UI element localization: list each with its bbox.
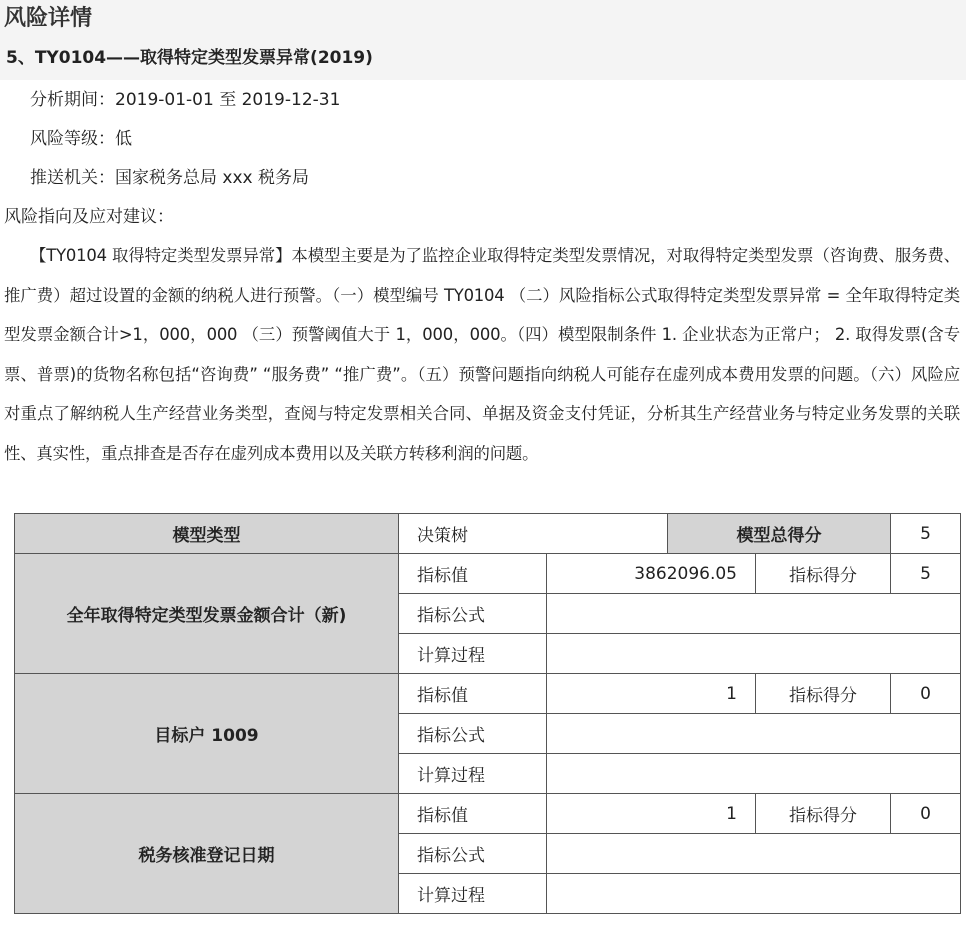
label: 分析期间： xyxy=(30,90,115,110)
analysis-period xyxy=(30,81,966,120)
risk-level xyxy=(30,120,966,159)
section-title: 风险指向及应对建议： xyxy=(4,207,174,227)
indicator-score: 0 xyxy=(891,794,961,834)
table-row xyxy=(15,514,961,554)
page-title: 风险详情 xyxy=(4,6,93,31)
indicator-name: 目标户 1009 xyxy=(15,674,399,794)
value-label: 指标值 xyxy=(399,554,547,594)
formula-cell xyxy=(547,834,961,874)
formula-cell xyxy=(547,594,961,634)
meta-info xyxy=(0,80,966,198)
model-table xyxy=(14,513,961,914)
push-authority xyxy=(30,159,966,198)
value-label: 指标值 xyxy=(399,794,547,834)
total-score: 5 xyxy=(891,514,961,554)
process-label: 计算过程 xyxy=(399,754,547,794)
indicator-value: 3862096.05 xyxy=(547,554,756,594)
indicator-name: 全年取得特定类型发票金额合计（新) xyxy=(15,554,399,674)
process-cell xyxy=(547,754,961,794)
model-type-label: 模型类型 xyxy=(15,514,399,554)
indicator-value: 1 xyxy=(547,674,756,714)
indicator-score: 5 xyxy=(891,554,961,594)
table-row xyxy=(15,794,961,834)
model-type: 决策树 xyxy=(399,514,668,554)
process-cell xyxy=(547,634,961,674)
value: 2019-01-01 至 2019-12-31 xyxy=(115,90,341,110)
value: 国家税务总局 xxx 税务局 xyxy=(115,168,309,188)
header xyxy=(0,0,966,80)
total-score-label: 模型总得分 xyxy=(668,514,891,554)
risk-title: 5、TY0104——取得特定类型发票异常(2019) xyxy=(6,48,373,68)
indicator-name: 税务核准登记日期 xyxy=(15,794,399,914)
value-label: 指标值 xyxy=(399,674,547,714)
indicator-value: 1 xyxy=(547,794,756,834)
formula-label: 指标公式 xyxy=(399,594,547,634)
formula-label: 指标公式 xyxy=(399,714,547,754)
score-label: 指标得分 xyxy=(756,554,891,594)
table-row xyxy=(15,554,961,594)
label: 推送机关： xyxy=(30,168,115,188)
formula-cell xyxy=(547,714,961,754)
table-row xyxy=(15,674,961,714)
process-cell xyxy=(547,874,961,914)
score-label: 指标得分 xyxy=(756,794,891,834)
process-label: 计算过程 xyxy=(399,634,547,674)
indicator-score: 0 xyxy=(891,674,961,714)
process-label: 计算过程 xyxy=(399,874,547,914)
risk-description: 【TY0104 取得特定类型发票异常】本模型主要是为了监控企业取得特定类型发票情况，对取得特定类型发票（咨询费、服务费、推广费）超过设置的金额的纳税人进行预警。（一）模型编号 TY0104 （二）风险指标公式取得特定类型发票异常 = 全年取得特定类型发票金额合计>1，000，000 （三）预警阈值大于 1，000，000。（四）模型限制条件 1. 企业状态为正常户； 2. 取得发票(含专票、普票)的货物名称包括“咨询费” “服务费” “推广费”。（五）预警问题指向纳税人可能存在虚列成本费用发票的问题。（六）风险应对重点了解纳税人生产经营业务类型，查阅与特定发票相关合同、单据及资金支付凭证，分析其生产经营业务与特定业务发票的关联性、真实性，重点排查是否存在虚列成本费用以及关联方转移利润的问题。 xyxy=(4,246,960,463)
label: 风险等级： xyxy=(30,129,115,149)
value: 低 xyxy=(115,129,132,149)
score-label: 指标得分 xyxy=(756,674,891,714)
formula-label: 指标公式 xyxy=(399,834,547,874)
